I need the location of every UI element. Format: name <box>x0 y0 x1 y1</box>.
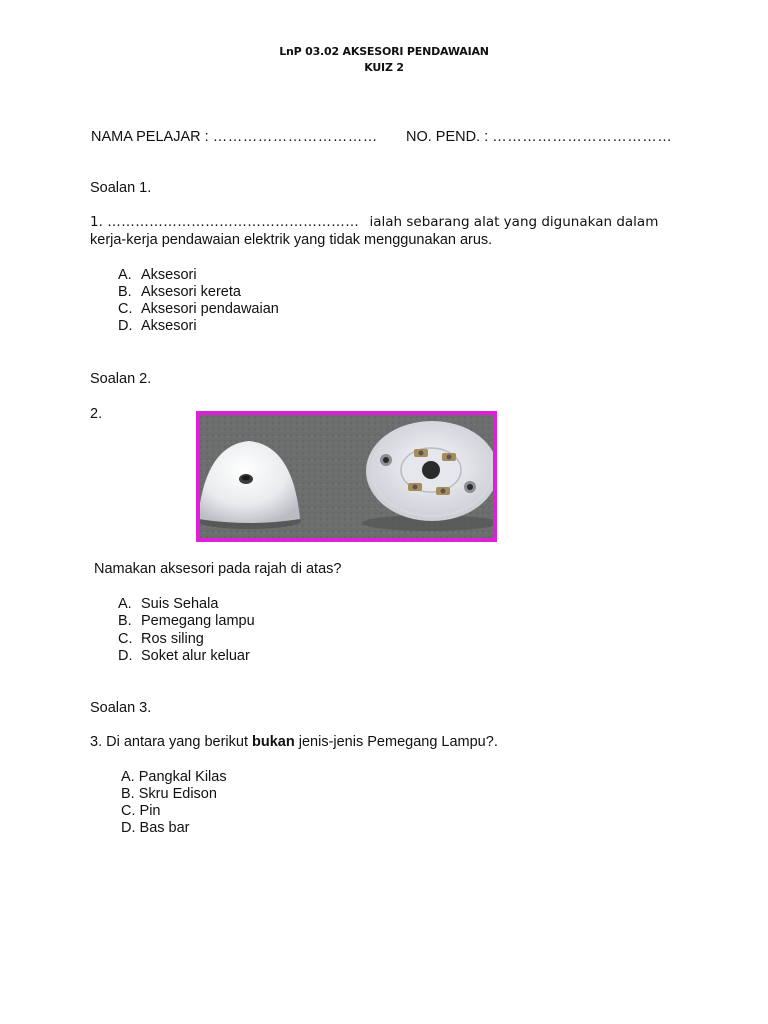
question-1-option-b[interactable] <box>118 284 241 301</box>
option-text: Aksesori pendawaian <box>141 301 279 317</box>
question-3-text <box>90 734 498 751</box>
option-text: Aksesori kereta <box>141 284 241 300</box>
option-text: Aksesori <box>141 318 197 334</box>
option-letter: A. <box>118 596 132 612</box>
option-letter: C. <box>118 301 133 317</box>
question-3-option-a[interactable] <box>121 769 227 786</box>
question-2-option-c[interactable] <box>118 631 204 648</box>
option-letter: A. <box>118 267 132 283</box>
option-text: Suis Sehala <box>141 596 219 612</box>
option-letter: D. <box>121 820 136 836</box>
question-2-option-a[interactable] <box>118 596 218 613</box>
option-text: Skru Edison <box>138 786 217 802</box>
option-text: Soket alur keluar <box>141 648 250 664</box>
question-1-text-line1: ialah sebarang alat yang digunakan dalam <box>369 214 659 230</box>
student-id-row <box>406 129 672 146</box>
option-letter: B. <box>118 284 132 300</box>
question-3-prefix: 3. Di antara yang berikut <box>90 734 248 750</box>
option-text: Pemegang lampu <box>141 613 255 629</box>
question-1-option-a[interactable] <box>118 267 197 284</box>
student-name-row <box>91 129 378 146</box>
option-text: Bas bar <box>139 820 190 836</box>
question-3-option-d[interactable] <box>121 820 190 837</box>
name-blank[interactable]: …………………………… <box>212 129 378 145</box>
document-subtitle: KUIZ 2 <box>364 61 404 74</box>
question-1-blank[interactable]: ……………………………………………… <box>107 214 360 230</box>
document-title: LnP 03.02 AKSESORI PENDAWAIAN <box>279 45 489 58</box>
question-2-option-b[interactable] <box>118 613 255 630</box>
question-1-option-c[interactable] <box>118 301 279 318</box>
option-letter: B. <box>121 786 135 802</box>
question-1-option-d[interactable] <box>118 318 197 335</box>
option-text: Aksesori <box>141 267 197 283</box>
option-text: Pangkal Kilas <box>138 769 227 785</box>
option-letter: D. <box>118 648 133 664</box>
question-1-heading: Soalan 1. <box>90 180 152 196</box>
question-2-option-d[interactable] <box>118 648 250 665</box>
option-letter: C. <box>118 631 133 647</box>
question-3-heading: Soalan 3. <box>90 700 152 716</box>
ceiling-rose-photo <box>196 411 497 542</box>
question-1-number: 1. <box>90 214 103 230</box>
option-letter: D. <box>118 318 133 334</box>
id-blank[interactable]: ……………………………… <box>492 129 673 145</box>
option-text: Ros siling <box>141 631 204 647</box>
question-2-heading: Soalan 2. <box>90 371 152 387</box>
question-3-option-b[interactable] <box>121 786 217 803</box>
option-letter: C. <box>121 803 136 819</box>
question-3-option-c[interactable] <box>121 803 161 820</box>
question-3-suffix: jenis-jenis Pemegang Lampu?. <box>298 734 498 750</box>
question-1-line1 <box>90 214 658 231</box>
option-letter: B. <box>118 613 132 629</box>
option-letter: A. <box>121 769 135 785</box>
question-2-number: 2. <box>90 406 103 422</box>
question-1-text-line2: kerja-kerja pendawaian elektrik yang tidak menggunakan arus. <box>90 232 493 248</box>
id-label: NO. PEND. : <box>406 129 489 145</box>
name-label: NAMA PELAJAR : <box>91 129 209 145</box>
option-text: Pin <box>139 803 161 819</box>
question-2-text: Namakan aksesori pada rajah di atas? <box>94 561 342 577</box>
question-3-bold-word: bukan <box>252 734 295 750</box>
